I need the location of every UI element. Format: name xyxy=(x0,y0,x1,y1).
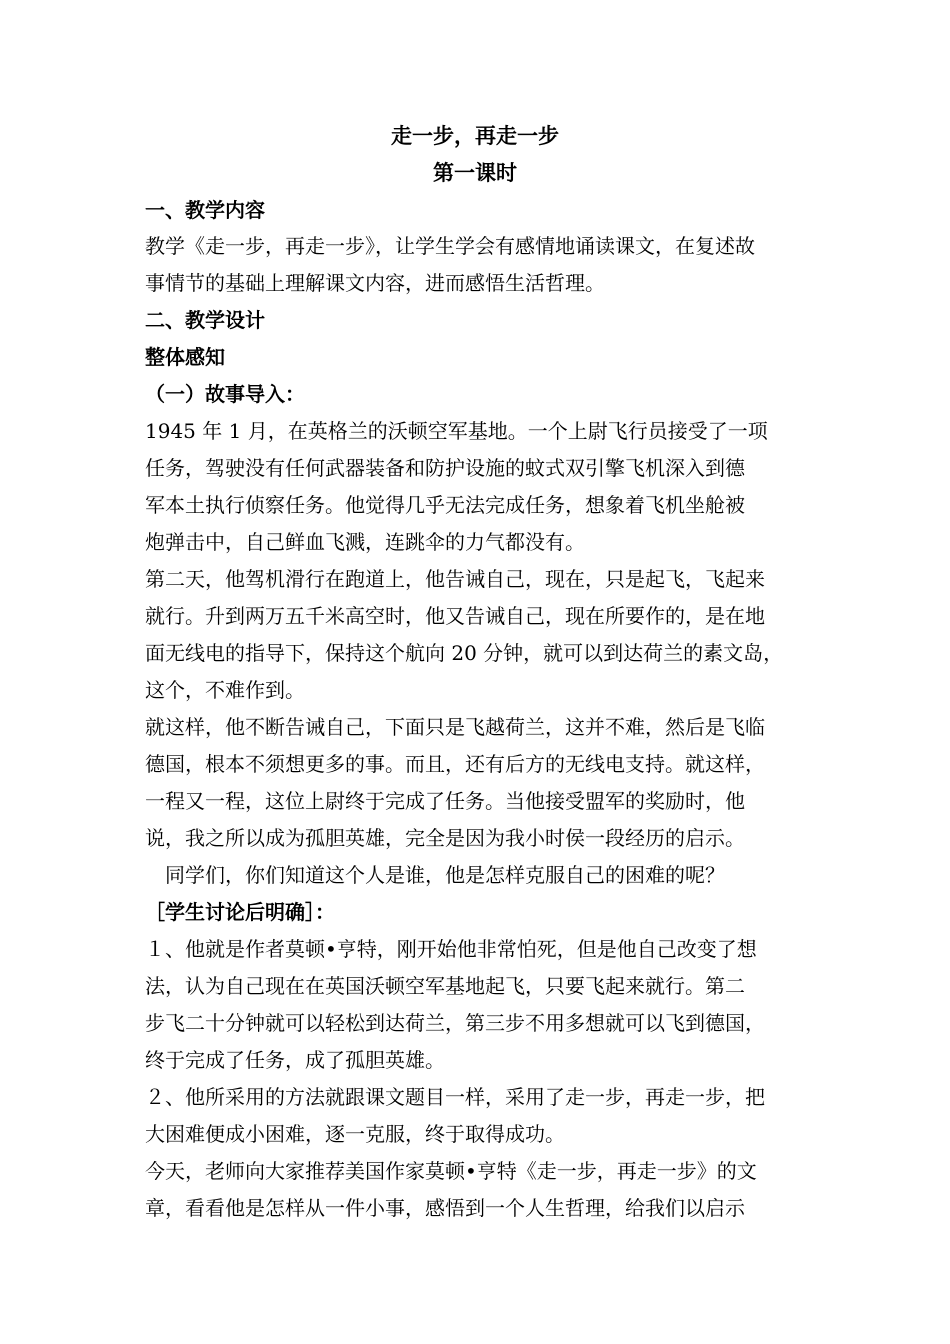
paragraph-line: 步飞二十分钟就可以轻松到达荷兰，第三步不用多想就可以飞到德国， xyxy=(145,1011,765,1035)
paragraph-line: 1945 年 1 月，在英格兰的沃顿空军基地。一个上尉飞行员接受了一项 xyxy=(145,419,768,443)
paragraph-line: 一程又一程，这位上尉终于完成了任务。当他接受盟军的奖励时，他 xyxy=(145,789,745,813)
paragraph-line: 军本土执行侦察任务。他觉得几乎无法完成任务，想象着飞机坐舱被 xyxy=(145,493,745,517)
paragraph-line: 面无线电的指导下，保持这个航向 20 分钟，就可以到达荷兰的素文岛， xyxy=(145,641,784,665)
paragraph-line: 终于完成了任务，成了孤胆英雄。 xyxy=(145,1048,445,1072)
document-subtitle: 第一课时 xyxy=(433,161,517,185)
paragraph-line: 事情节的基础上理解课文内容，进而感悟生活哲理。 xyxy=(145,271,605,295)
paragraph-line: １、他就是作者莫顿•亨特，刚开始他非常怕死，但是他自己改变了想 xyxy=(145,937,757,961)
paragraph-line: ２、他所采用的方法就跟课文题目一样，采用了走一步，再走一步，把 xyxy=(145,1085,765,1109)
paragraph-line: 今天，老师向大家推荐美国作家莫顿•亨特《走一步，再走一步》的文 xyxy=(145,1159,757,1183)
paragraph-line: 就这样，他不断告诫自己，下面只是飞越荷兰，这并不难，然后是飞临 xyxy=(145,715,765,739)
section-heading-teaching-content: 一、教学内容 xyxy=(145,198,265,222)
paragraph-line: 任务，驾驶没有任何武器装备和防护设施的蚊式双引擎飞机深入到德 xyxy=(145,456,745,480)
section-heading-teaching-design: 二、教学设计 xyxy=(145,308,265,332)
paragraph-line: 说，我之所以成为孤胆英雄，完全是因为我小时侯一段经历的启示。 xyxy=(145,826,745,850)
paragraph-line: 就行。升到两万五千米高空时，他又告诫自己，现在所要作的，是在地 xyxy=(145,604,765,628)
paragraph-line: 章，看看他是怎样从一件小事，感悟到一个人生哲理，给我们以启示 xyxy=(145,1196,745,1220)
document-title: 走一步，再走一步 xyxy=(391,124,559,148)
paragraph-line: 教学《走一步，再走一步》，让学生学会有感情地诵读课文，在复述故 xyxy=(145,234,755,258)
paragraph-line: 第二天，他驾机滑行在跑道上，他告诫自己，现在，只是起飞，飞起来 xyxy=(145,567,765,591)
paragraph-line: 同学们，你们知道这个人是谁，他是怎样克服自己的困难的呢？ xyxy=(145,863,725,887)
paragraph-line: 这个，不难作到。 xyxy=(145,678,305,702)
discussion-heading: ［学生讨论后明确］： xyxy=(145,900,335,924)
paragraph-line: 大困难便成小困难，逐一克服，终于取得成功。 xyxy=(145,1122,565,1146)
paragraph-line: 德国，根本不须想更多的事。而且，还有后方的无线电支持。就这样， xyxy=(145,752,765,776)
paragraph-line: 炮弹击中，自己鲜血飞溅，连跳伞的力气都没有。 xyxy=(145,530,585,554)
paragraph-line: 法，认为自己现在在英国沃顿空军基地起飞，只要飞起来就行。第二 xyxy=(145,974,745,998)
part-heading-story-intro: （一）故事导入： xyxy=(145,382,305,406)
subheading-overall-perception: 整体感知 xyxy=(145,345,225,369)
